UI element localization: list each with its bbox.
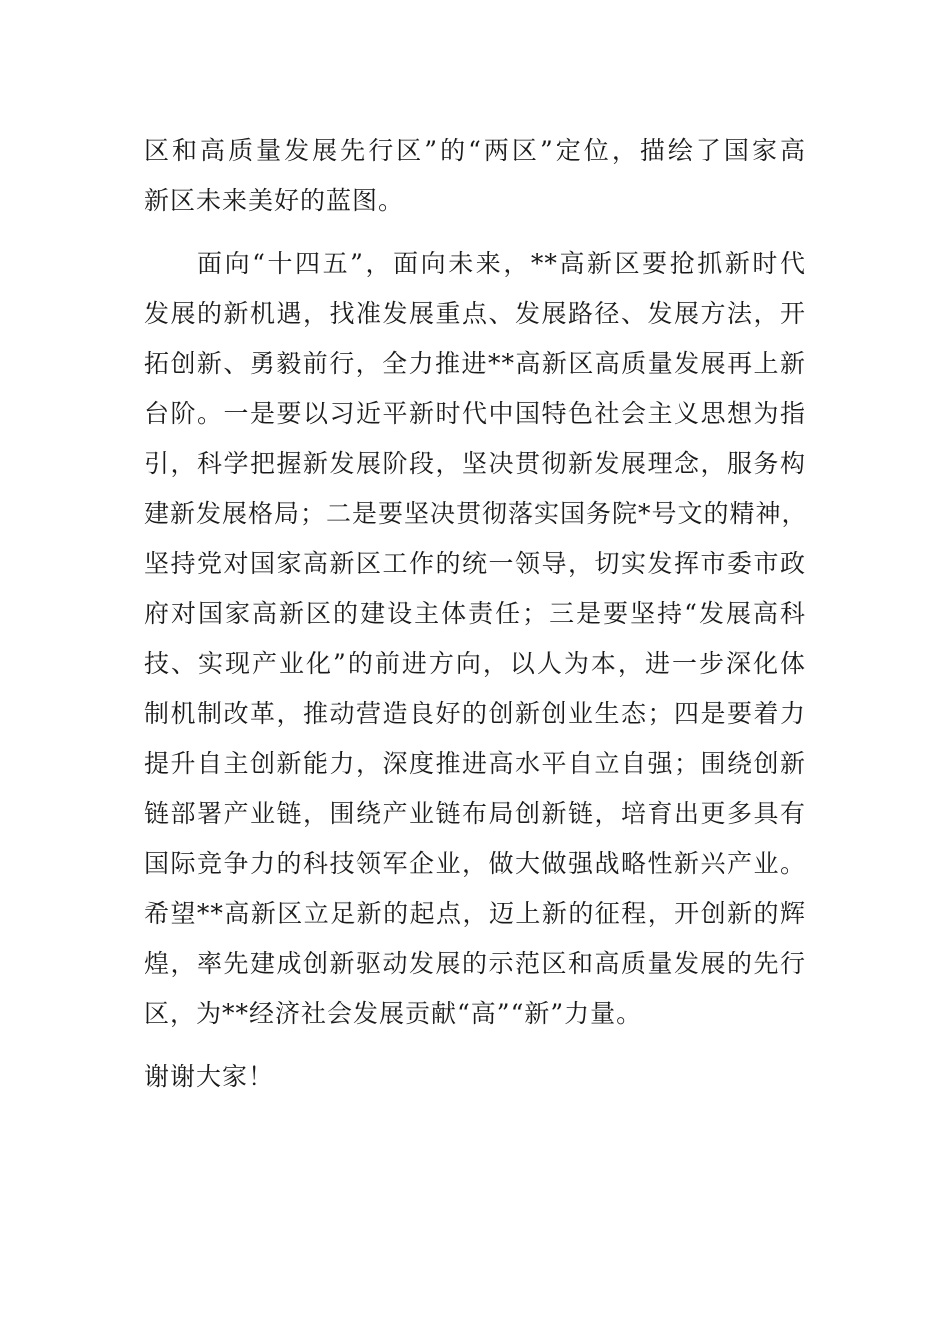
paragraph-2 [144, 239, 806, 1039]
text-line: 链部署产业链，围绕产业链布局创新链，培育出更多具有 [144, 799, 806, 828]
text-line: 面向“十四五”，面向未来，**高新区要抢抓新时代 [197, 249, 806, 278]
text-line: 拓创新、勇毅前行，全力推进**高新区高质量发展再上新 [144, 349, 806, 378]
text-line: 台阶。一是要以习近平新时代中国特色社会主义思想为指 [144, 399, 806, 428]
text-line: 坚持党对国家高新区工作的统一领导，切实发挥市委市政 [144, 549, 806, 578]
text-line: 希望**高新区立足新的起点，迈上新的征程，开创新的辉 [144, 899, 806, 928]
text-line: 技、实现产业化”的前进方向，以人为本，进一步深化体 [144, 649, 806, 678]
paragraph-1 [144, 126, 806, 226]
paragraph-3 [144, 1052, 806, 1102]
text-line: 国际竞争力的科技领军企业，做大做强战略性新兴产业。 [144, 849, 806, 878]
text-line: 区和高质量发展先行区”的“两区”定位，描绘了国家高 [144, 136, 806, 165]
text-line: 煌，率先建成创新驱动发展的示范区和高质量发展的先行 [144, 949, 806, 978]
text-line: 府对国家高新区的建设主体责任；三是要坚持“发展高科 [144, 599, 806, 628]
text-line: 谢谢大家！ [144, 1062, 275, 1091]
text-line: 区，为**经济社会发展贡献“高”“新”力量。 [144, 999, 643, 1028]
text-line: 新区未来美好的蓝图。 [144, 186, 405, 215]
text-line: 引，科学把握新发展阶段，坚决贯彻新发展理念，服务构 [144, 449, 806, 478]
text-line: 发展的新机遇，找准发展重点、发展路径、发展方法，开 [144, 299, 806, 328]
text-line: 建新发展格局；二是要坚决贯彻落实国务院*号文的精神， [144, 499, 808, 528]
text-line: 制机制改革，推动营造良好的创新创业生态；四是要着力 [144, 699, 806, 728]
text-line: 提升自主创新能力，深度推进高水平自立自强；围绕创新 [144, 749, 806, 778]
